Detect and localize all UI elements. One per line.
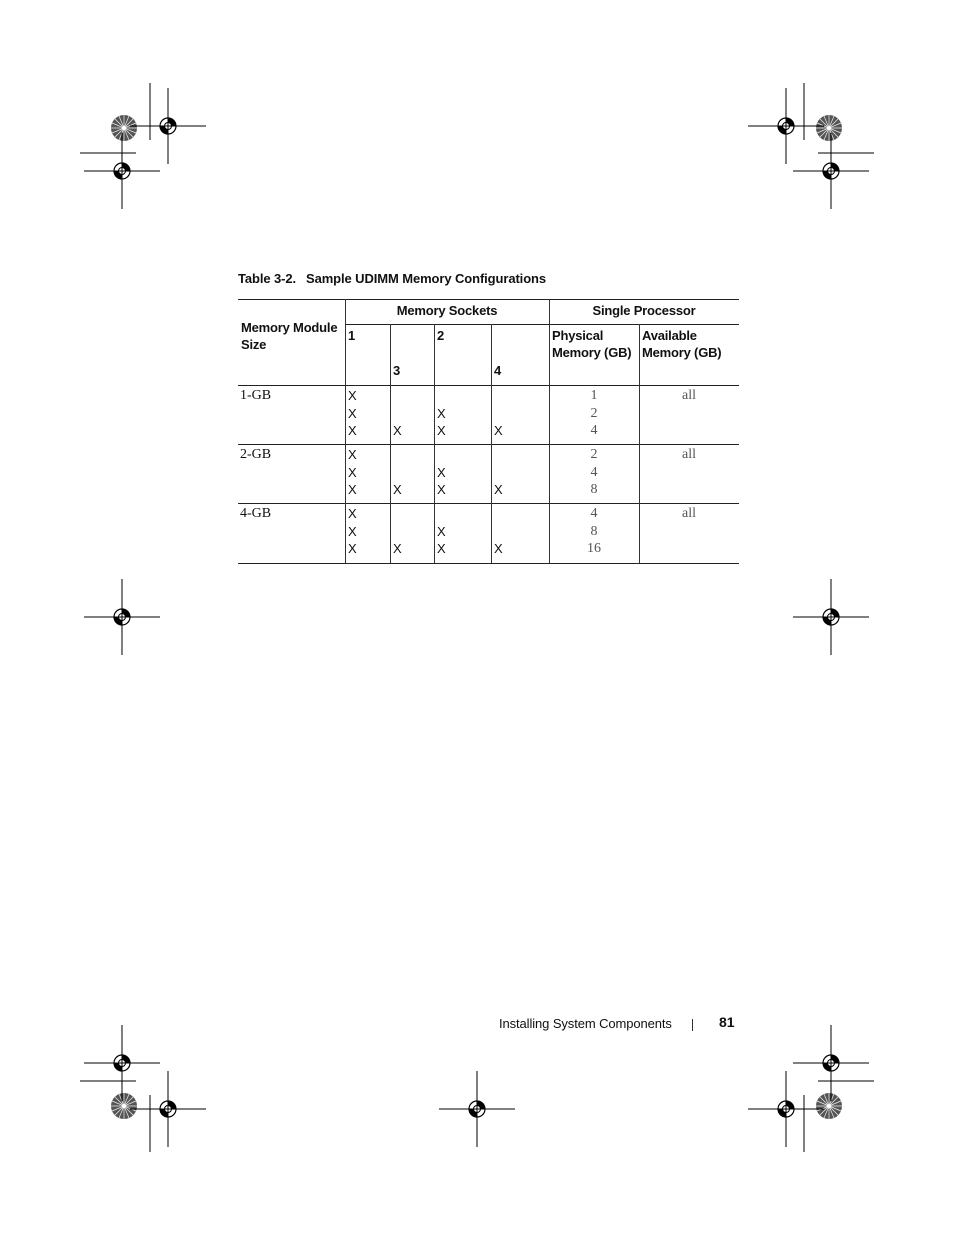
header-single-processor: Single Processor <box>592 303 696 318</box>
header-socket-4: 4 <box>494 363 502 378</box>
row-size: 2-GB <box>240 447 272 462</box>
available-memory-cell: all <box>682 388 696 403</box>
socket-4-cells: X <box>494 541 503 556</box>
registration-mark-icon <box>84 579 160 655</box>
physical-memory-cells: 1 2 4 <box>590 388 598 438</box>
table-caption <box>238 271 546 286</box>
header-socket-1: 1 <box>348 328 356 343</box>
row-size: 1-GB <box>240 388 272 403</box>
starburst-target-icon <box>816 115 842 141</box>
available-memory-cell: all <box>682 506 696 521</box>
socket-3-cells: X <box>393 423 402 438</box>
socket-2-cells: X X <box>437 464 446 497</box>
header-socket-3: 3 <box>393 363 401 378</box>
table-bottom-rule <box>238 563 739 564</box>
table-top-rule <box>238 299 739 300</box>
registration-mark-icon <box>84 133 160 209</box>
footer-separator <box>692 1019 693 1031</box>
socket-3-cells: X <box>393 541 402 556</box>
registration-mark-icon <box>439 1071 515 1147</box>
column-divider <box>491 324 492 563</box>
socket-4-cells: X <box>494 423 503 438</box>
socket-1-cells: X X X <box>348 447 357 497</box>
socket-2-cells: X X <box>437 405 446 438</box>
registration-mark-icon <box>793 133 869 209</box>
row-divider <box>238 444 739 445</box>
column-divider <box>345 299 346 563</box>
column-divider <box>639 324 640 563</box>
registration-mark-icon <box>130 88 206 164</box>
page-number: 81 <box>719 1014 735 1030</box>
registration-mark-icon <box>748 88 824 164</box>
row-divider <box>238 503 739 504</box>
socket-2-cells: X X <box>437 523 446 556</box>
header-memory-sockets: Memory Sockets <box>396 303 498 318</box>
socket-1-cells: X X X <box>348 388 357 438</box>
header-socket-2: 2 <box>437 328 445 343</box>
row-size: 4-GB <box>240 506 272 521</box>
table-number: Table 3-2. <box>238 271 297 286</box>
column-divider <box>390 324 391 563</box>
physical-memory-cells: 2 4 8 <box>590 447 598 497</box>
starburst-target-icon <box>111 1093 137 1119</box>
starburst-target-icon <box>816 1093 842 1119</box>
registration-mark-icon <box>793 579 869 655</box>
physical-memory-cells: 4 8 16 <box>587 506 601 556</box>
registration-mark-icon <box>793 1025 869 1101</box>
registration-mark-icon <box>748 1071 824 1147</box>
registration-mark-icon <box>84 1025 160 1101</box>
crop-mark-icon <box>80 83 874 1152</box>
socket-3-cells: X <box>393 482 402 497</box>
header-available-memory: Available Memory (GB) <box>642 328 722 360</box>
table-title: Sample UDIMM Memory Configurations <box>306 271 547 286</box>
starburst-target-icon <box>111 115 137 141</box>
registration-mark-icon <box>130 1071 206 1147</box>
header-bottom-rule <box>238 385 739 386</box>
header-divider <box>345 324 739 325</box>
header-physical-memory: Physical Memory (GB) <box>552 328 632 360</box>
column-divider <box>434 324 435 563</box>
available-memory-cell: all <box>682 447 696 462</box>
footer-section-title: Installing System Components <box>499 1016 672 1031</box>
socket-4-cells: X <box>494 482 503 497</box>
socket-1-cells: X X X <box>348 506 357 556</box>
header-module-size: Memory Module Size <box>241 320 338 352</box>
